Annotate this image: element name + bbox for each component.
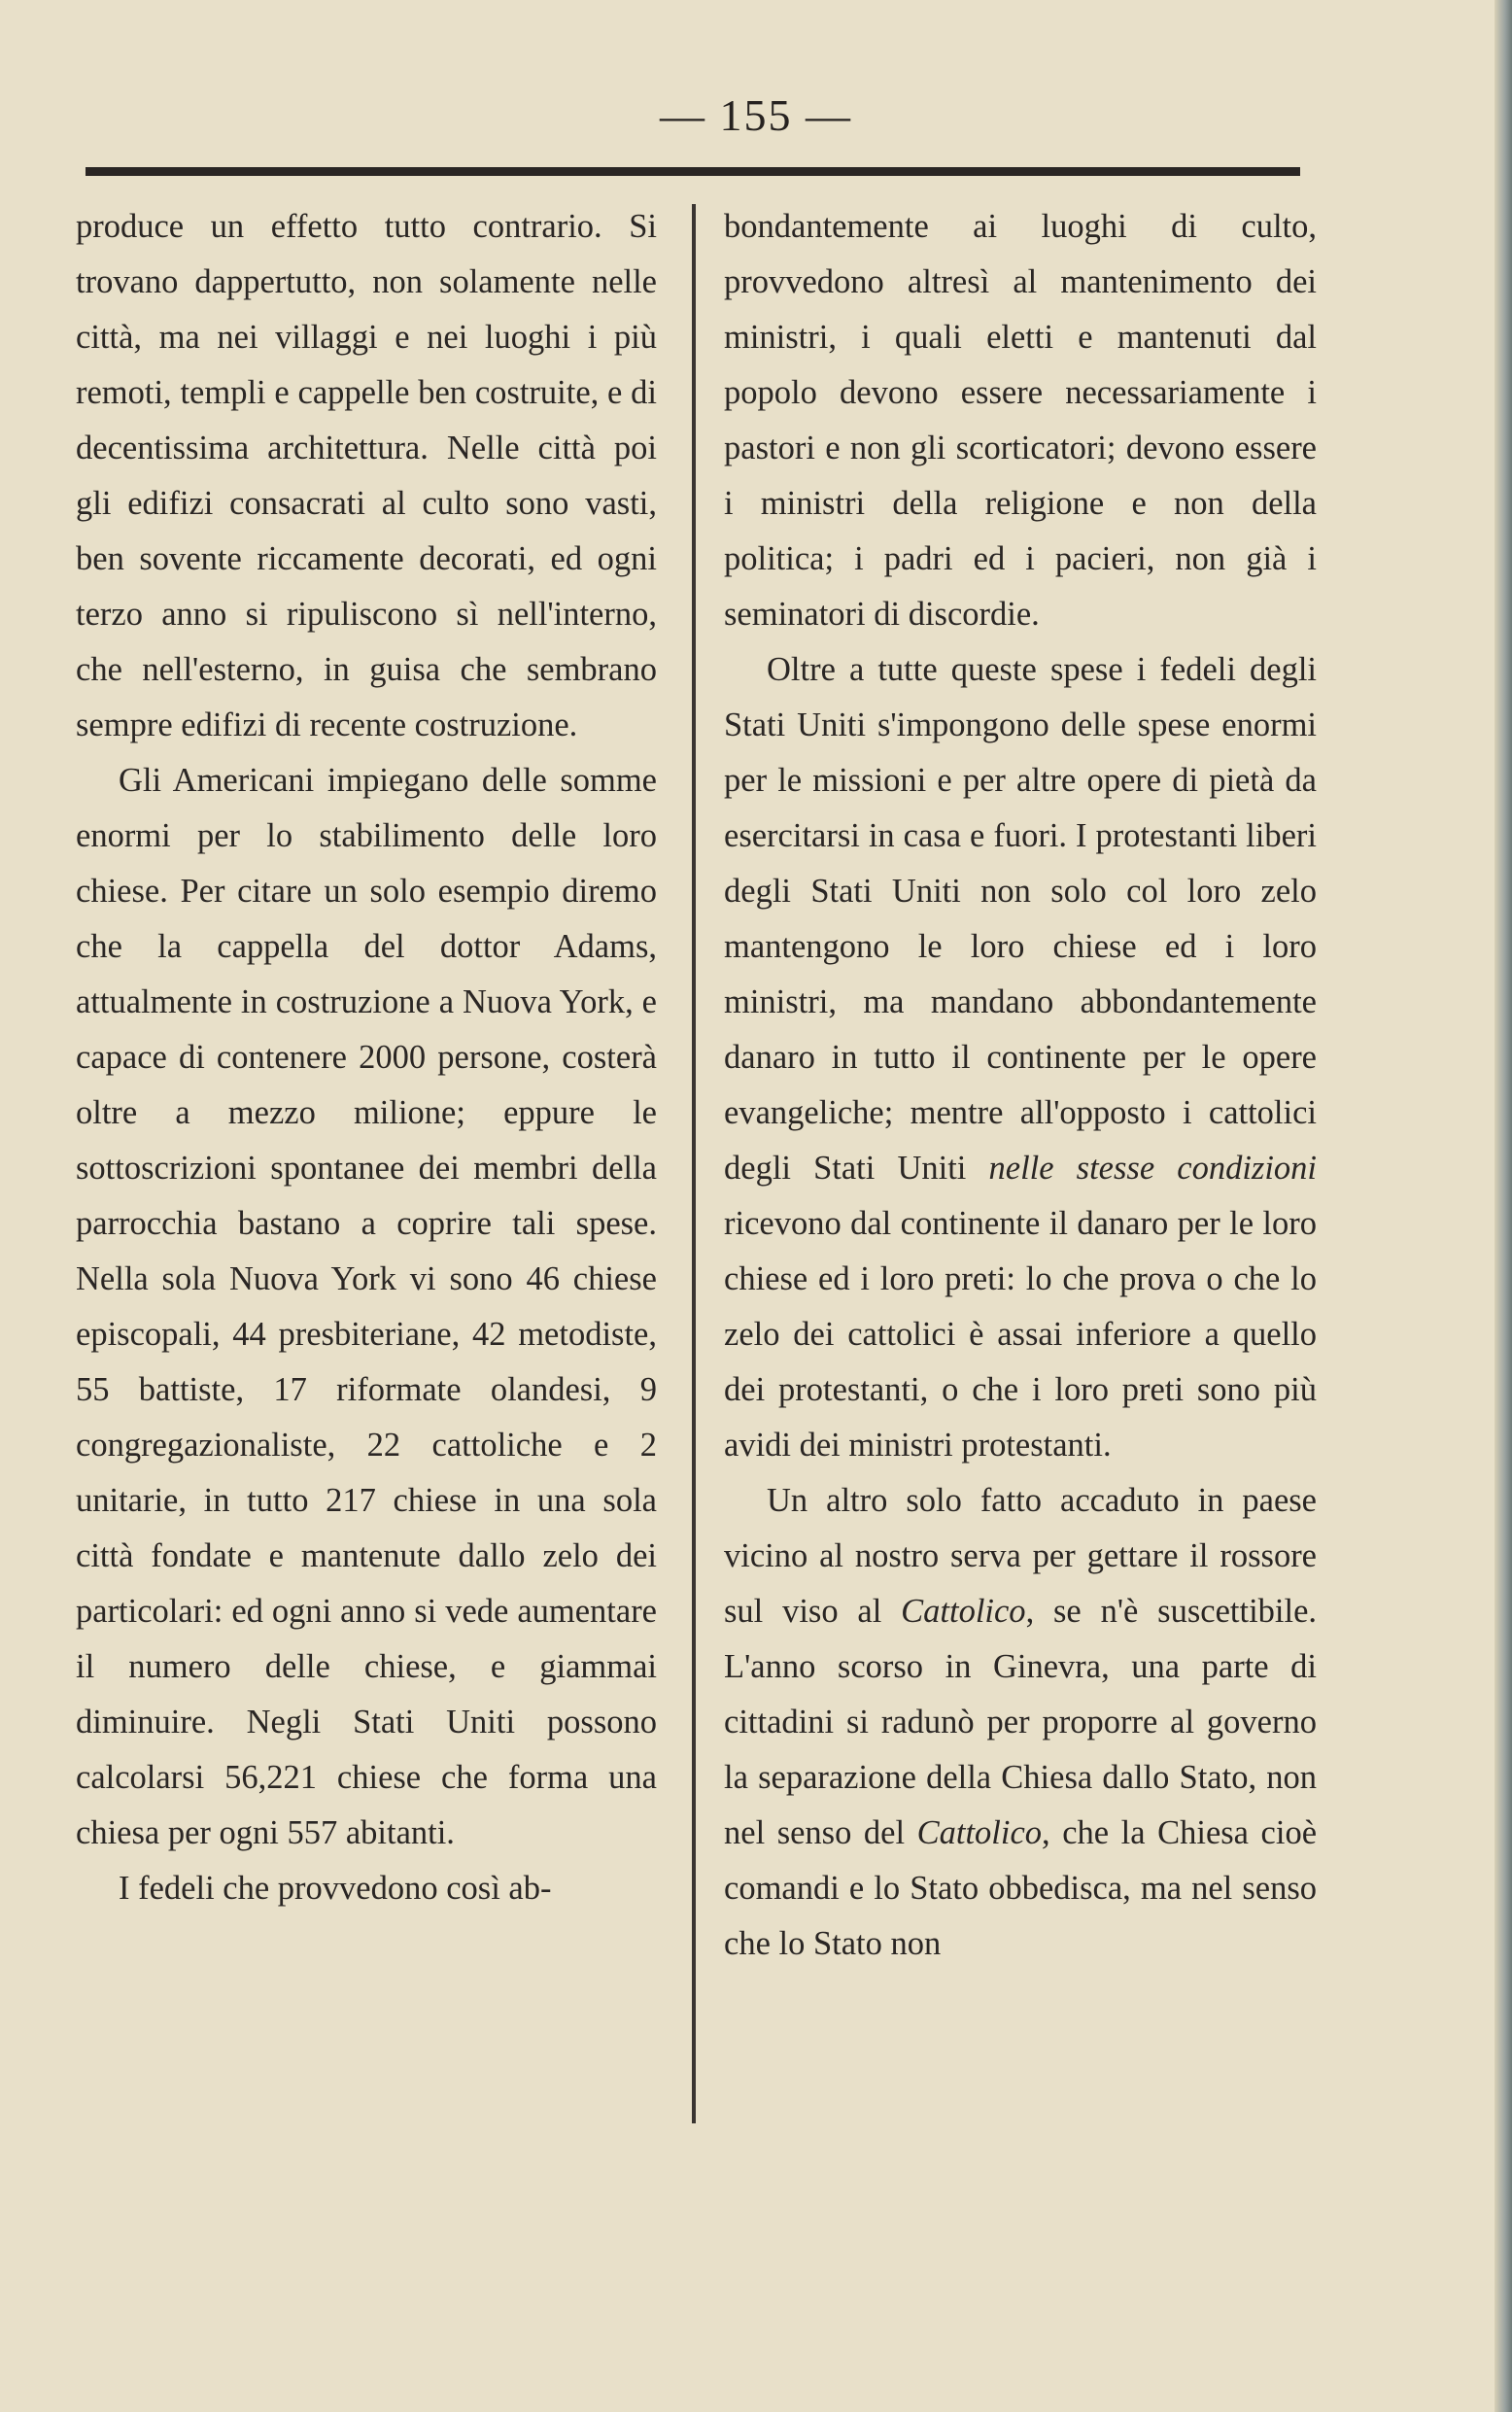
text-run: , se n'è suscettibile. L'anno scorso in Ginevra, una parte di cittadini si radunò per proporre al governo la separazione della Chiesa dallo Stato, non nel senso del (724, 1593, 1318, 1851)
page-edge (1495, 0, 1512, 2412)
paragraph: Gli Americani impiegano delle somme enormi per lo stabilimento delle loro chiese. Per citare un solo esempio diremo che la cappella del dottor Adams, attualmente in costruzione a Nuova York, e capace di contenere 2000 persone, costerà oltre a mezzo milione; eppure le sottoscrizioni spontanee dei membri della parrocchia bastano a coprire tali spese. Nella sola Nuova York vi sono 46 chiese episcopali, 44 presbiteriane, 42 metodiste, 55 battiste, 17 riformate olandesi, 9 congregazionaliste, 22 cattoliche e 2 unitarie, in tutto 217 chiese in una sola città fondate e mantenute dallo zelo dei particolari: ed ogni anno si vede aumentare il numero delle chiese, e giammai diminuire. Negli Stati Uniti possono calcolarsi 56,221 chiese che forma una chiesa per ogni 557 abitanti. (76, 762, 657, 1851)
text-run: ricevono dal continente il danaro per le loro chiese ed i loro preti: lo che prova o che lo zelo dei cattolici è assai inferiore a quello dei protestanti, o che i loro preti sono più avidi dei ministri protestanti. (724, 1205, 1317, 1464)
paragraph (724, 1473, 1317, 1972)
italic-text: Cattolico (901, 1593, 1026, 1630)
paragraph: I fedeli che provvedono così ab- (119, 1870, 552, 1907)
italic-text: Cattolico (916, 1814, 1043, 1851)
paragraph (724, 642, 1317, 1473)
paragraph: produce un effetto tutto contrario. Si trovano dappertutto, non solamente nelle città, ma nei villaggi e nei luoghi i più remoti, templi e cappelle ben costruite, e di decentissima architettura. Nelle città poi gli edifizi consacrati al culto sono vasti, ben sovente riccamente decorati, ed ogni terzo anno si ripuliscono sì nell'interno, che nell'esterno, in guisa che sembrano sempre edifizi di recente costruzione. (76, 208, 657, 743)
italic-text: nelle stesse condizioni (988, 1150, 1317, 1187)
left-column (76, 199, 657, 1916)
header-rule (86, 167, 1300, 176)
text-run: Un altro solo fatto accaduto in paese vicino al nostro serva per gettare il rossore sul viso al (724, 1482, 1317, 1630)
right-column (724, 199, 1317, 1972)
column-divider (692, 204, 696, 2123)
text-run: Oltre a tutte queste spese i fedeli degli Stati Uniti s'impongono delle spese enormi per le missioni e per altre opere di pietà da esercitarsi in casa e fuori. I protestanti liberi degli Stati Uniti non solo col loro zelo mantengono le loro chiese ed i loro ministri, ma mandano abbondantemente danaro in tutto il continente per le opere evangeliche; mentre all'opposto i cattolici degli Stati Uniti (724, 651, 1317, 1187)
paragraph: bondantemente ai luoghi di culto, provvedono altresì al mantenimento dei ministri, i quali eletti e mantenuti dal popolo devono essere necessariamente i pastori e non gli scorticatori; devono essere i ministri della religione e non della politica; i padri ed i pacieri, non già i seminatori di discordie. (724, 208, 1317, 633)
page-number: — 155 — (660, 90, 852, 140)
text-run: , che la Chiesa cioè comandi e lo Stato obbedisca, ma nel senso che lo Stato non (724, 1814, 1318, 1962)
